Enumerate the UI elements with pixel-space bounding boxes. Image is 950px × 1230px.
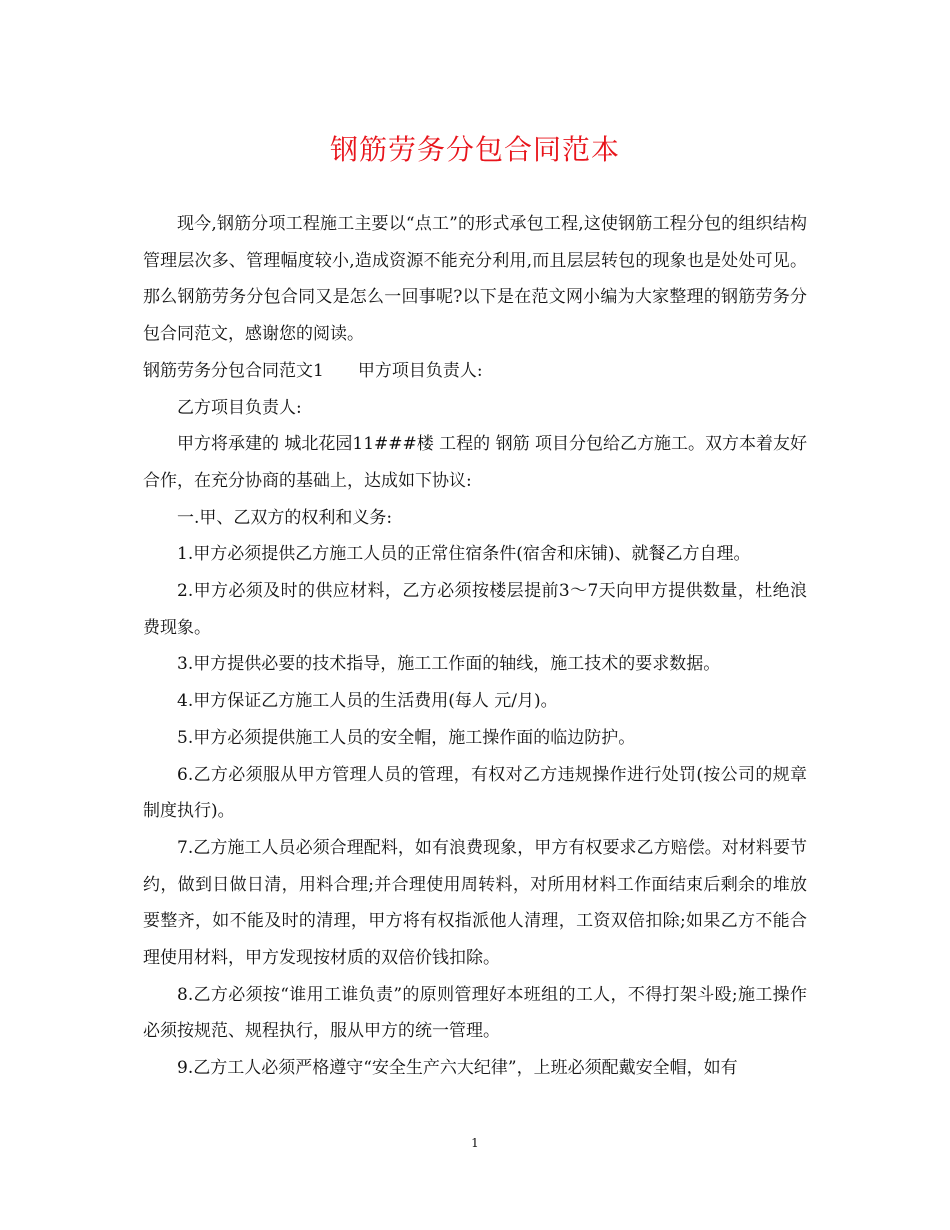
agreement-intro-paragraph: 甲方将承建的 城北花园11###楼 工程的 钢筋 项目分包给乙方施工。双方本着友好合作，在充分协商的基础上，达成如下协议: <box>143 434 807 491</box>
clause-heading: 一.甲、乙双方的权利和义务: <box>177 507 393 528</box>
clause-8: 8.乙方必须按“谁用工谁负责”的原则管理好本班组的工人，不得打架斗殴;施工操作必须按规范、规程执行，服从甲方的统一管理。 <box>143 984 807 1042</box>
clause-5: 5.甲方必须提供施工人员的安全帽，施工操作面的临边防护。 <box>177 727 636 748</box>
party-a-label: 甲方项目负责人: <box>357 360 483 381</box>
document-body <box>143 206 807 1087</box>
page-number: 1 <box>471 1136 479 1150</box>
clause-3: 3.甲方提供必要的技术指导，施工工作面的轴线，施工技术的要求数据。 <box>177 654 721 675</box>
clause-4: 4.甲方保证乙方施工人员的生活费用(每人 元/月)。 <box>177 691 558 712</box>
clause-7: 7.乙方施工人员必须合理配料，如有浪费现象，甲方有权要求乙方赔偿。对材料要节约，做到日做日清，用料合理;并合理使用周转料，对所用材料工作面结束后剩余的堆放要整齐，如不能及时的清理，甲方将有权指派他人清理，工资双倍扣除;如果乙方不能合理使用材料，甲方发现按材质的双倍价钱扣除。 <box>143 837 807 969</box>
party-b-label: 乙方项目负责人: <box>177 397 302 418</box>
document-title: 钢筋劳务分包合同范本 <box>329 133 620 166</box>
clause-1: 1.甲方必须提供乙方施工人员的正常住宿条件(宿舍和床铺)、就餐乙方自理。 <box>177 544 751 565</box>
intro-paragraph: 现今,钢筋分项工程施工主要以“点工”的形式承包工程,这使钢筋工程分包的组织结构管理层次多、管理幅度较小,造成资源不能充分利用,而且层层转包的现象也是处处可见。那么钢筋劳务分包合同又是怎么一回事呢?以下是在范文网小编为大家整理的钢筋劳务分包合同范文，感谢您的阅读。 <box>143 214 807 345</box>
section-label: 钢筋劳务分包合同范文1 <box>143 360 324 381</box>
section-heading-line <box>143 353 807 390</box>
clause-2: 2.甲方必须及时的供应材料，乙方必须按楼层提前3～7天向甲方提供数量，杜绝浪费现象。 <box>143 581 807 638</box>
clause-9: 9.乙方工人必须严格遵守“安全生产六大纪律”，上班必须配戴安全帽，如有 <box>177 1058 738 1079</box>
clause-6: 6.乙方必须服从甲方管理人员的管理，有权对乙方违规操作进行处罚(按公司的规章制度执行)。 <box>143 764 807 822</box>
